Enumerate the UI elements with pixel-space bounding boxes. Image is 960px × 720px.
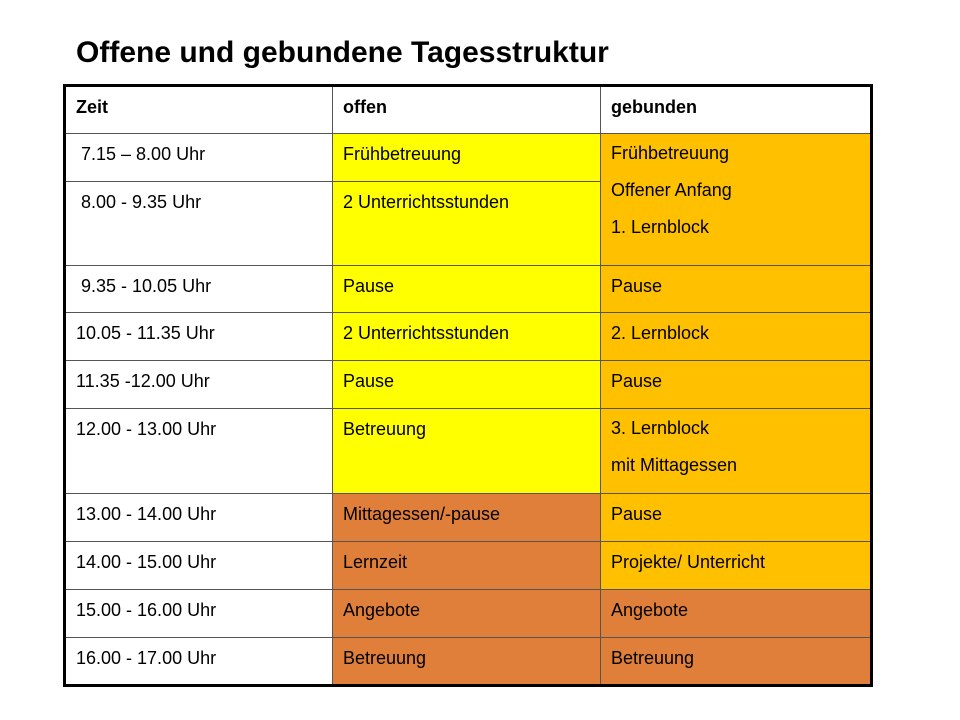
time-cell: 13.00 - 14.00 Uhr — [65, 494, 333, 542]
offen-cell: Betreuung — [332, 409, 600, 494]
offen-cell: Pause — [332, 266, 600, 313]
gebunden-cell: Pause — [600, 494, 871, 542]
time-cell: 14.00 - 15.00 Uhr — [65, 542, 333, 590]
offen-cell: Betreuung — [332, 638, 600, 686]
time-cell: 7.15 – 8.00 Uhr — [65, 134, 333, 182]
offen-cell: Lernzeit — [332, 542, 600, 590]
gebunden-line: mit Mittagessen — [610, 455, 738, 475]
table-row — [65, 134, 872, 182]
time-cell: 8.00 - 9.35 Uhr — [65, 182, 333, 266]
gebunden-cell — [600, 409, 871, 494]
offen-cell: Angebote — [332, 590, 600, 638]
table-header-row — [65, 86, 872, 134]
gebunden-line: 1. Lernblock — [610, 217, 710, 237]
table-row — [65, 494, 872, 542]
gebunden-line: Offener Anfang — [610, 180, 732, 200]
table-row — [65, 409, 872, 494]
offen-cell: Mittagessen/-pause — [332, 494, 600, 542]
header-offen: offen — [332, 86, 600, 134]
time-cell: 15.00 - 16.00 Uhr — [65, 590, 333, 638]
gebunden-line: Frühbetreuung — [610, 143, 730, 163]
gebunden-line: 3. Lernblock — [610, 418, 710, 438]
table-row — [65, 542, 872, 590]
table-row — [65, 361, 872, 409]
header-gebunden: gebunden — [600, 86, 871, 134]
offen-cell: Pause — [332, 361, 600, 409]
time-cell: 16.00 - 17.00 Uhr — [65, 638, 333, 686]
time-cell: 10.05 - 11.35 Uhr — [65, 313, 333, 361]
time-cell: 12.00 - 13.00 Uhr — [65, 409, 333, 494]
table-row — [65, 313, 872, 361]
offen-cell: 2 Unterrichtsstunden — [332, 182, 600, 266]
schedule-table — [63, 84, 873, 687]
gebunden-cell: Angebote — [600, 590, 871, 638]
offen-cell: 2 Unterrichtsstunden — [332, 313, 600, 361]
gebunden-cell: 2. Lernblock — [600, 313, 871, 361]
offen-cell: Frühbetreuung — [332, 134, 600, 182]
gebunden-cell: Projekte/ Unterricht — [600, 542, 871, 590]
slide-title: Offene und gebundene Tagesstruktur — [76, 36, 609, 69]
gebunden-cell: Pause — [600, 361, 871, 409]
header-zeit: Zeit — [65, 86, 333, 134]
gebunden-cell: Betreuung — [600, 638, 871, 686]
gebunden-cell: Pause — [600, 266, 871, 313]
gebunden-cell — [600, 134, 871, 266]
table-row — [65, 266, 872, 313]
table-row — [65, 638, 872, 686]
table-row — [65, 590, 872, 638]
time-cell: 11.35 -12.00 Uhr — [65, 361, 333, 409]
time-cell: 9.35 - 10.05 Uhr — [65, 266, 333, 313]
